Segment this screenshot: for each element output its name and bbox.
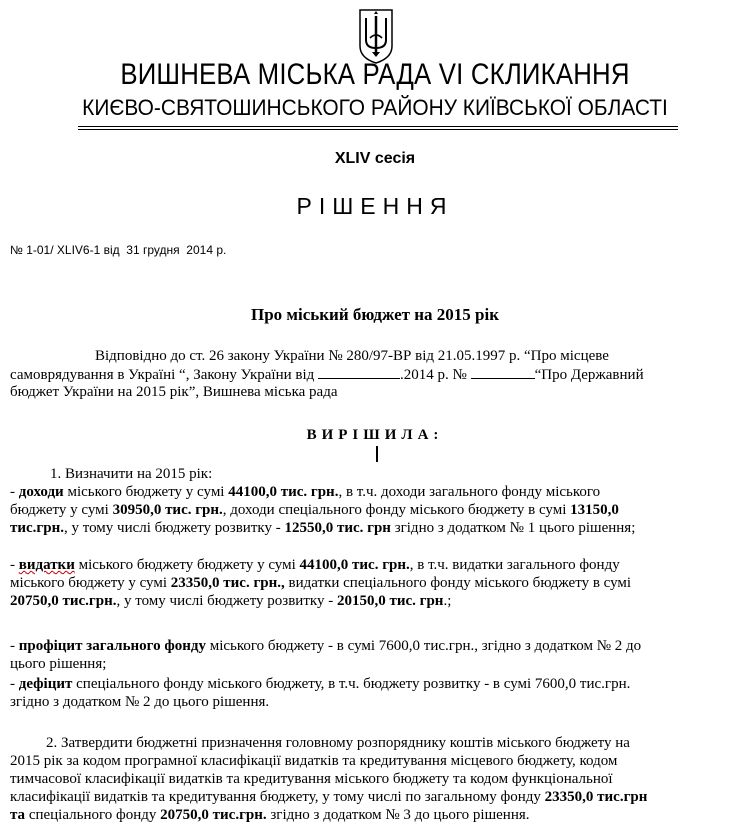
text-cursor <box>376 446 378 462</box>
item-2-line-5: та спеціального фонду 20750,0 тис.грн. згідно з додатком № 3 до цього рішення. <box>10 807 530 823</box>
law-date-blank <box>318 366 400 379</box>
income-line-3: тис.грн., у тому числі бюджету розвитку - 12550,0 тис. грн згідно з додатком № 1 цього рішення; <box>10 520 636 536</box>
session-title: XLIV сесія <box>334 150 416 167</box>
deficit-line-1: - дефіцит спеціального фонду міського бюджету, в т.ч. бюджету розвитку - в сумі 7600,0 тис.грн. <box>10 676 631 692</box>
item-2-line-3: тимчасової класифікації видатків та кредитування міського бюджету та кодом функціональної <box>10 771 613 787</box>
council-name: ВИШНЕВА МІСЬКА РАДА VI СКЛИКАННЯ <box>120 58 630 91</box>
law-number-blank <box>471 366 535 379</box>
document-number: № 1-01/ XLIV6-1 від 31 грудня 2014 р. <box>10 243 227 257</box>
item-2-line-2: 2015 рік за кодом програмної класифікації видатків та кредитування місцевого бюджету, кодом <box>10 753 618 769</box>
document-type: РІШЕННЯ <box>296 193 454 219</box>
item-1-heading: 1. Визначити на 2015 рік: <box>50 466 213 482</box>
decided-heading: ВИРІШИЛА: <box>306 427 444 443</box>
header-divider-2 <box>78 129 678 130</box>
preamble-line-1: Відповідно до ст. 26 закону України № 280/97-ВР від 21.05.1997 р. “Про місцеве <box>95 348 609 364</box>
coat-of-arms-icon <box>356 8 396 64</box>
deficit-line-2: згідно з додатком № 2 до цього рішення. <box>10 694 270 710</box>
item-2-line-4: класифікації видатків та кредитування бюджету, у тому числі по загальному фонду 23350,0 тис.грн <box>10 789 648 805</box>
expenses-line-1: - видатки міського бюджету бюджету у сумі 44100,0 тис. грн., в т.ч. видатки загального фонду <box>10 557 620 573</box>
expenses-line-3: 20750,0 тис.грн., у тому числі бюджету розвитку - 20150,0 тис. грн.; <box>10 593 452 609</box>
expenses-line-2: міського бюджету у сумі 23350,0 тис. грн., видатки спеціального фонду міського бюджету в сумі <box>10 575 632 591</box>
surplus-line-1: - профіцит загального фонду міського бюджету - в сумі 7600,0 тис.грн., згідно з додатком № 2 до <box>10 638 642 654</box>
preamble-line-3: бюджет України на 2015 рік”, Вишнева міська рада <box>10 384 338 400</box>
income-line-2: бюджету у сумі 30950,0 тис. грн., доходи спеціального фонду міського бюджету в сумі 13150,0 <box>10 502 619 518</box>
header-divider <box>78 126 678 127</box>
item-2-line-1: 2. Затвердити бюджетні призначення головному розпоряднику коштів міського бюджету на <box>46 735 630 751</box>
surplus-line-2: цього рішення; <box>10 656 107 672</box>
preamble-line-2: самоврядування в Україні “, Закону України від .2014 р. № “Про Державний <box>10 367 644 383</box>
income-line-1: - доходи міського бюджету у сумі 44100,0 тис. грн., в т.ч. доходи загального фонду міського <box>10 484 601 500</box>
document-title: Про міський бюджет на 2015 рік <box>250 305 500 324</box>
district-name: КИЄВО-СВЯТОШИНСЬКОГО РАЙОНУ КИЇВСЬКОЇ ОБЛАСТІ <box>82 95 668 120</box>
